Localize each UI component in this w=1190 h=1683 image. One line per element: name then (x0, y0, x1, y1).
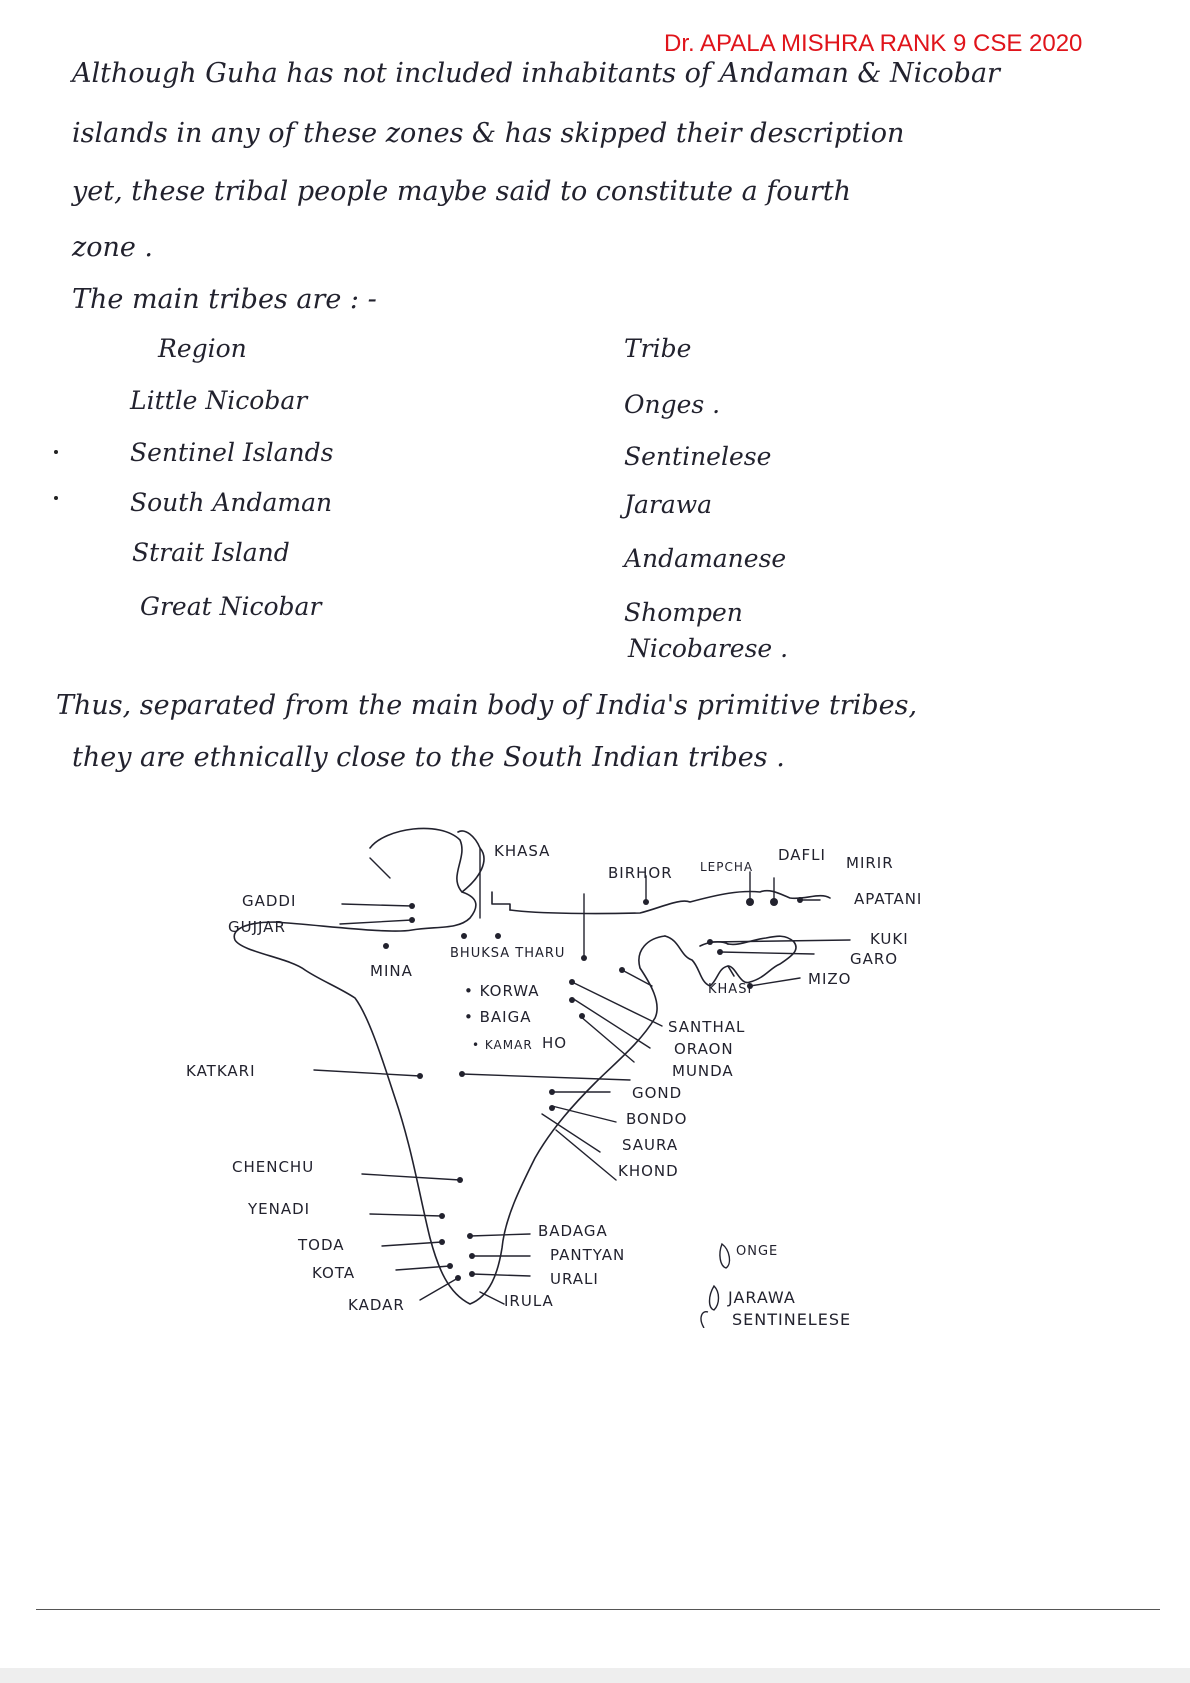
map-label-kuki: KUKI (870, 930, 909, 948)
map-label-korwa: • KORWA (464, 982, 540, 1000)
map-label-pantyan: PANTYAN (550, 1246, 626, 1264)
page-footer-rule (36, 1609, 1160, 1610)
map-label-mizo: MIZO (808, 970, 852, 988)
intro-line: The main tribes are : - (72, 284, 377, 315)
table-region: Strait Island (132, 538, 290, 567)
map-label-oraon: ORAON (674, 1040, 734, 1058)
map-label-katkari: KATKARI (186, 1062, 256, 1080)
map-label-irula: IRULA (504, 1292, 554, 1310)
map-label-santhal: SANTHAL (668, 1018, 746, 1036)
table-tribe: Onges . (624, 390, 721, 419)
map-label-bondo: BONDO (626, 1110, 688, 1128)
table-region: Sentinel Islands (130, 438, 334, 467)
map-label-gujjar: GUJJAR (228, 918, 286, 936)
map-label-garo: GARO (850, 950, 899, 968)
para1-line3: yet, these tribal people maybe said to constitute a fourth (72, 176, 852, 207)
map-label-khond: KHOND (618, 1162, 679, 1180)
table-header-region: Region (158, 334, 247, 363)
para1-line2: islands in any of these zones & has skipped their description (72, 118, 905, 149)
para2-line1: Thus, separated from the main body of India's primitive tribes, (56, 690, 918, 721)
table-region: Great Nicobar (140, 592, 322, 621)
map-label-mina: MINA (370, 962, 413, 980)
map-label-kadar: KADAR (348, 1296, 405, 1314)
map-label-kamar: • KAMAR (472, 1038, 533, 1052)
map-label-badaga: BADAGA (538, 1222, 608, 1240)
table-header-tribe: Tribe (624, 334, 692, 363)
map-label-khasi: KHASI (708, 982, 753, 997)
map-label-ho: HO (542, 1034, 568, 1052)
table-tribe: Andamanese (624, 544, 787, 573)
margin-dot (54, 496, 58, 500)
margin-dot (54, 450, 58, 454)
para2-line2: they are ethnically close to the South Indian tribes . (72, 742, 785, 773)
map-label-munda: MUNDA (672, 1062, 734, 1080)
map-label-urali: URALI (550, 1270, 599, 1288)
map-label-saura: SAURA (622, 1136, 679, 1154)
table-tribe: Jarawa (624, 490, 713, 519)
table-region: Little Nicobar (130, 386, 308, 415)
map-label-kota: KOTA (312, 1264, 356, 1282)
map-label-toda: TODA (298, 1236, 345, 1254)
map-label-dafli: DAFLI (778, 846, 826, 864)
para1-line4: zone . (72, 232, 154, 263)
legend-onge: ONGE (736, 1244, 779, 1259)
para1-line1: Although Guha has not included inhabitants of Andaman & Nicobar (72, 58, 1000, 89)
map-label-mirir: MIRIR (846, 854, 894, 872)
map-label-chenchu: CHENCHU (232, 1158, 315, 1176)
legend-jarawa: JARAWA (728, 1288, 796, 1307)
table-tribe: Shompen (624, 598, 743, 627)
tribes-map (180, 818, 980, 1328)
table-tribe-extra: Nicobarese . (628, 634, 789, 663)
scan-edge (0, 1668, 1190, 1683)
map-label-baiga: • BAIGA (464, 1008, 532, 1026)
watermark: Dr. APALA MISHRA RANK 9 CSE 2020 (664, 30, 1083, 57)
table-tribe: Sentinelese (624, 442, 772, 471)
map-label-gond: GOND (632, 1084, 683, 1102)
map-label-bhuksa-tharu: BHUKSA THARU (450, 946, 566, 961)
table-region: South Andaman (130, 488, 333, 517)
map-label-apatani: APATANI (854, 890, 923, 908)
map-label-lepcha: LEPCHA (700, 860, 754, 874)
map-label-gaddi: GADDI (242, 892, 297, 910)
map-label-khasa: KHASA (494, 842, 551, 860)
map-label-yenadi: YENADI (248, 1200, 311, 1218)
map-label-birhor: BIRHOR (608, 864, 673, 882)
legend-sentinelese: SENTINELESE (732, 1310, 852, 1329)
